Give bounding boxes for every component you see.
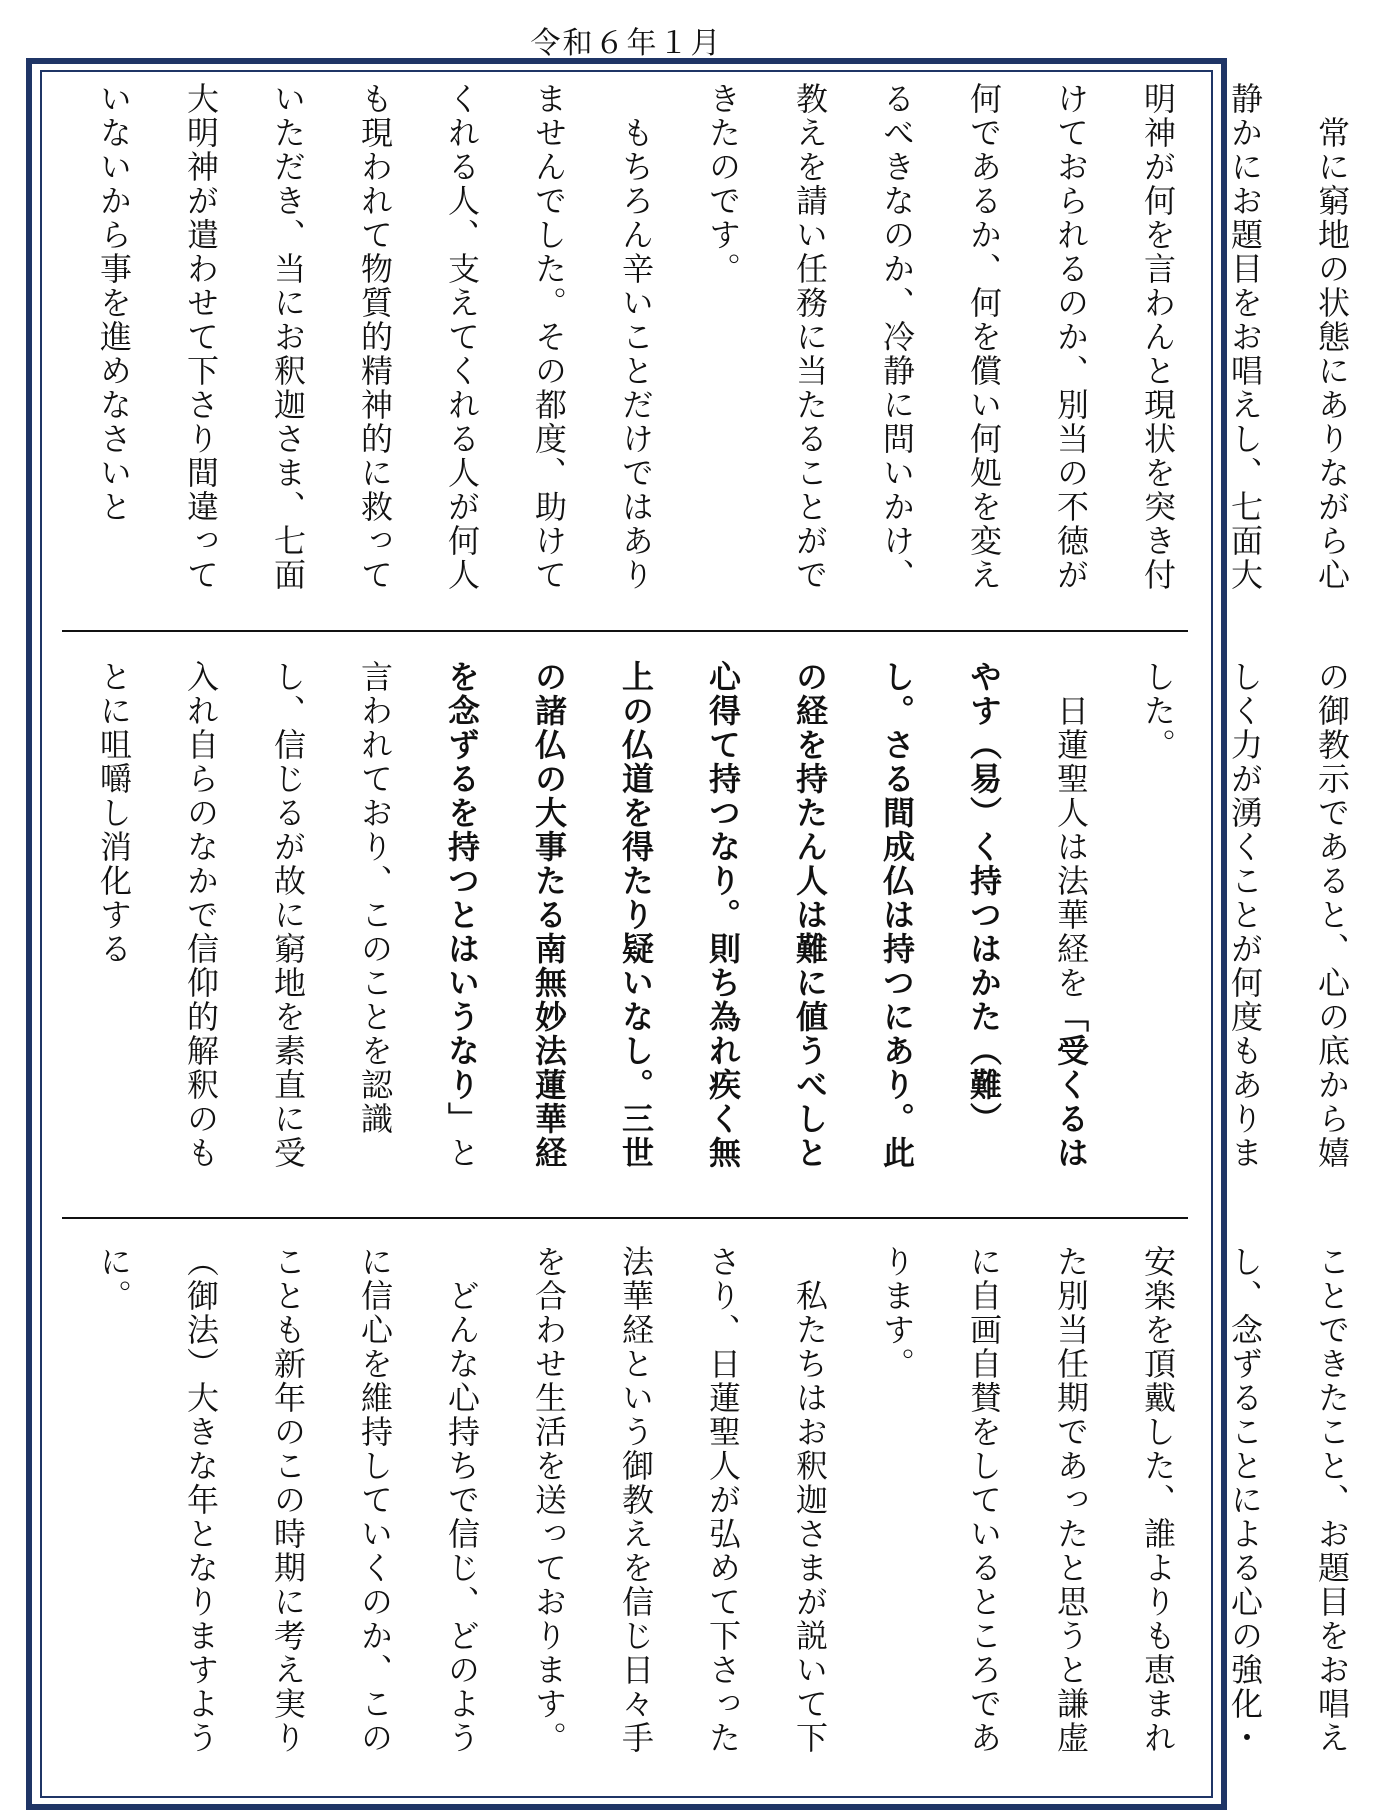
paragraph: 日蓮聖人は法華経を	[1052, 660, 1090, 1000]
section-middle-text	[70, 660, 1375, 1200]
paragraph: ことできたこと、お題目をお唱えし、念ずることによる心の強化・安楽を頂戴した、誰よりも恵まれた別当任期であったと思うと謙虚に自画自賛をしているところであります。	[878, 1245, 1351, 1755]
paragraph-continuation: と言われており、このことを認識し、信じるが故に窮地を素直に受入れ自らのなかで信仰的解釈のもとに咀嚼し消化する	[95, 660, 481, 1170]
paragraph: どんな心持ちで信じ、どのように信心を維持していくのか、このことも新年のこの時期に考え実り（御法）大きな年となりますように。	[95, 1245, 481, 1755]
section-bottom	[70, 1245, 1351, 1780]
paragraph: もちろん辛いことだけではありませんでした。その都度、助けてくれる人、支えてくれる人が何人も現われて物質的精神的に救っていただき、当にお釈迦さま、七面大明神が遣わせて下さり間違っていないから事を進めなさいと	[95, 82, 655, 592]
section-divider	[62, 630, 1188, 632]
nichiren-quote: 「受くるはやす（易）く持つはかた（難）し。さる間成仏は持つにあり。此の経を持たん人は難に値うべしと心得て持つなり。則ち為れ疾く無上の仏道を得たり疑いなし。三世の諸仏の大事たる南無妙法蓮華経を念ずるを持つとはいうなり」	[443, 660, 1090, 1170]
section-top	[70, 82, 1351, 624]
issue-date: 令和６年１月	[530, 26, 723, 61]
section-top-text	[70, 82, 1375, 624]
paragraph: 私たちはお釈迦さまが説いて下さり、日蓮聖人が弘めて下さった法華経という御教えを信じ日々手を合わせ生活を送っております。	[530, 1245, 829, 1755]
section-divider	[62, 1217, 1188, 1219]
paragraph: 常に窮地の状態にありながら心静かにお題目をお唱えし、七面大明神が何を言わんと現状を突き付けておられるのか、別当の不徳が何であるか、何を償い何処を変えるべきなのか、冷静に問いかけ、教えを請い任務に当たることができたのです。	[704, 82, 1351, 592]
paragraph: の御教示であると、心の底から嬉しく力が湧くことが何度もありました。	[1139, 660, 1351, 1170]
section-bottom-text	[70, 1245, 1375, 1780]
section-middle	[70, 660, 1351, 1200]
